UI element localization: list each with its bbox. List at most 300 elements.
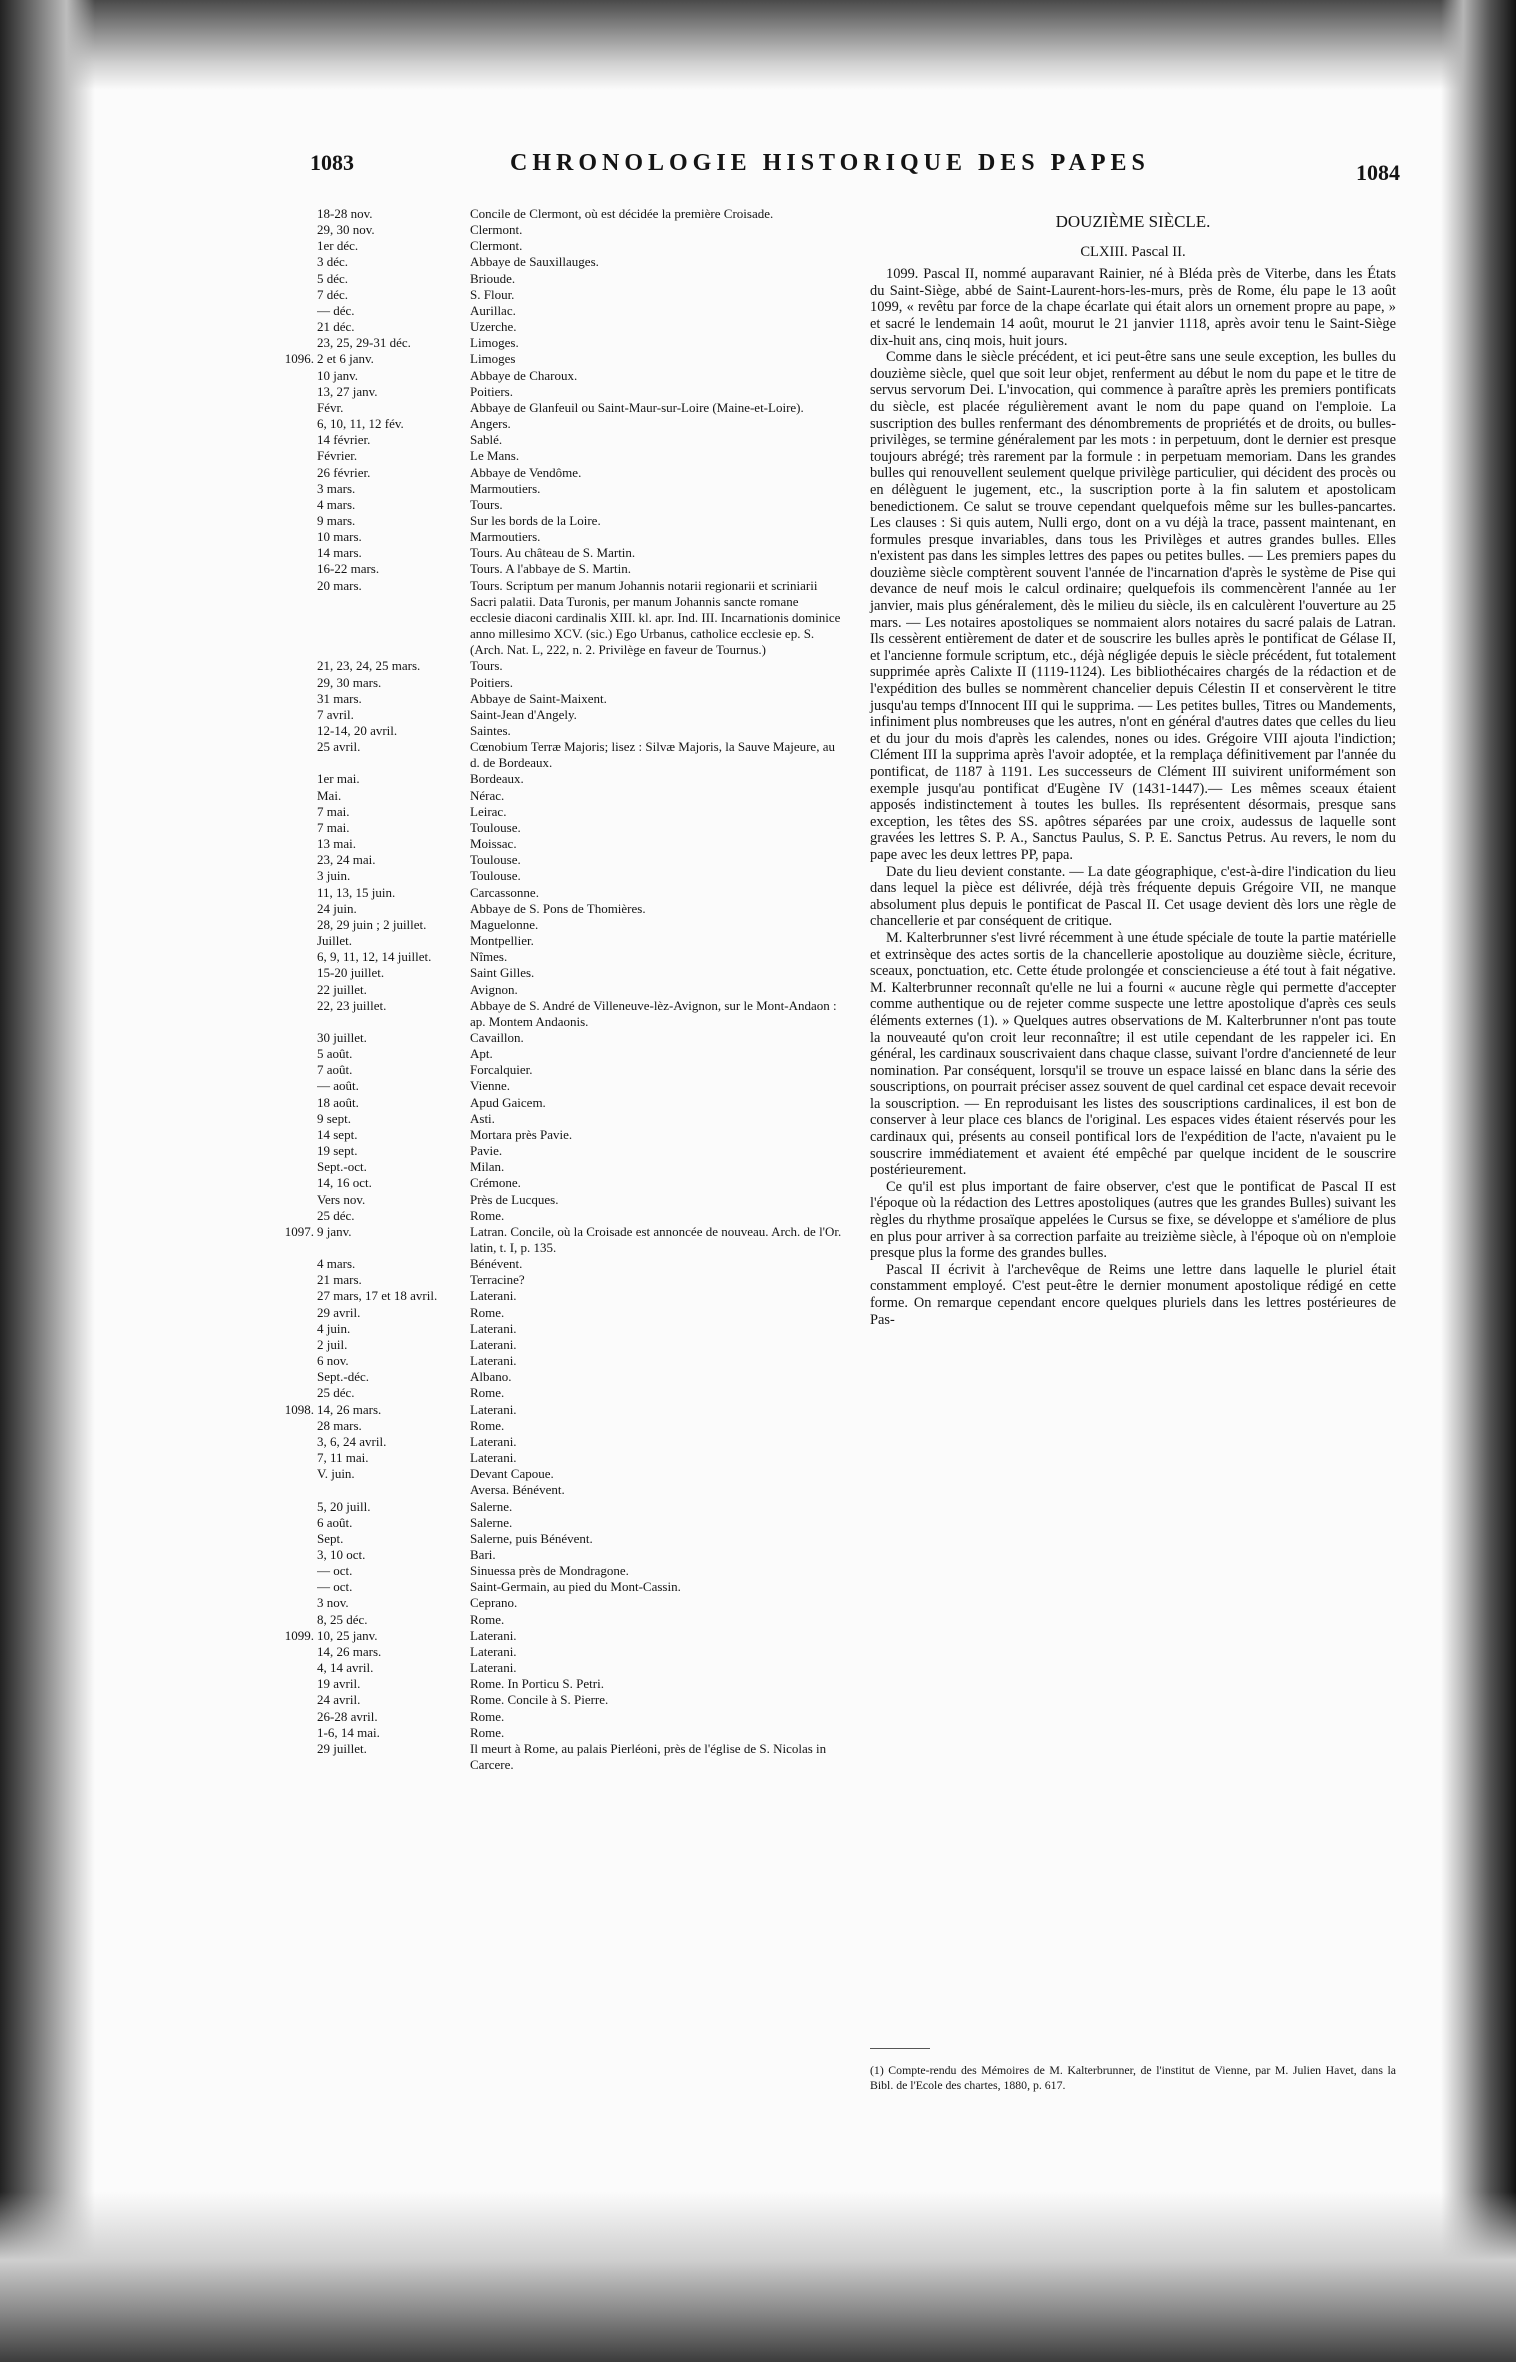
- itinerary-place: Salerne, puis Bénévent.: [470, 1530, 593, 1546]
- itinerary-row: [270, 238, 842, 254]
- itinerary-date: 1-6, 14 mai.: [317, 1724, 380, 1740]
- itinerary-date: 7 mai.: [317, 819, 350, 835]
- itinerary-place: Clermont.: [470, 238, 523, 254]
- itinerary-date: Février.: [317, 448, 358, 464]
- itinerary-row: [270, 901, 842, 917]
- itinerary-date: 4 juin.: [317, 1320, 351, 1336]
- itinerary-year: [270, 739, 317, 771]
- itinerary-place: Toulouse.: [470, 819, 521, 835]
- itinerary-place: Asti.: [470, 1110, 495, 1126]
- itinerary-place: Bénévent.: [470, 1256, 523, 1272]
- itinerary-place: Bordeaux.: [470, 771, 524, 787]
- itinerary-place: Laterani.: [470, 1643, 517, 1659]
- itinerary-row: [270, 1192, 842, 1208]
- itinerary-row: [270, 416, 842, 432]
- itinerary-place: Saint-Germain, au pied du Mont-Cassin.: [470, 1579, 681, 1595]
- itinerary-year: [270, 271, 317, 287]
- itinerary-place: Poitiers.: [470, 674, 513, 690]
- itinerary-place: Rome.: [470, 1385, 505, 1401]
- itinerary-row: [270, 206, 842, 222]
- itinerary-date: 1er mai.: [317, 771, 360, 787]
- scan-edge-left: [0, 0, 95, 2362]
- itinerary-year: [270, 287, 317, 303]
- itinerary-row: [270, 1337, 842, 1353]
- itinerary-place: Tours.: [470, 658, 503, 674]
- itinerary-date: — août.: [317, 1078, 359, 1094]
- itinerary-year: [270, 1579, 317, 1595]
- itinerary-row: [270, 1305, 842, 1321]
- itinerary-date: 3 mars.: [317, 480, 356, 496]
- itinerary-date: 3, 6, 24 avril.: [317, 1433, 387, 1449]
- itinerary-place: Aversa. Bénévent.: [470, 1482, 565, 1498]
- itinerary-year: [270, 1143, 317, 1159]
- itinerary-row: [270, 933, 842, 949]
- itinerary-year: [270, 1563, 317, 1579]
- itinerary-year: [270, 1644, 317, 1660]
- right-column: [870, 214, 1396, 1328]
- itinerary-year: [270, 1288, 317, 1304]
- itinerary-date: 26-28 avril.: [317, 1708, 378, 1724]
- itinerary-place: Laterani.: [470, 1450, 517, 1466]
- itinerary-date: — déc.: [317, 302, 355, 318]
- footnote: (1) Compte-rendu des Mémoires de M. Kalterbrunner, de l'institut de Vienne, par M. Julien Havet, dans la Bibl. de l'Ecole des chartes, 1880, p. 617.: [870, 2063, 1396, 2092]
- itinerary-row: [270, 852, 842, 868]
- itinerary-row: [270, 319, 842, 335]
- itinerary-date: Juillet.: [317, 933, 353, 949]
- itinerary-year: [270, 901, 317, 917]
- itinerary-place: Aurillac.: [470, 302, 516, 318]
- itinerary-place: Limoges: [470, 351, 516, 367]
- itinerary-year: [270, 529, 317, 545]
- itinerary-row: [270, 1515, 842, 1531]
- itinerary-year: [270, 1095, 317, 1111]
- itinerary-year: [270, 335, 317, 351]
- itinerary-row: [270, 1353, 842, 1369]
- itinerary-row: [270, 1288, 842, 1304]
- itinerary-row: [270, 287, 842, 303]
- itinerary-place: Près de Lucques.: [470, 1191, 559, 1207]
- itinerary-year: [270, 1159, 317, 1175]
- itinerary-place: Nérac.: [470, 787, 505, 803]
- itinerary-year: [270, 319, 317, 335]
- itinerary-year: [270, 707, 317, 723]
- itinerary-place: Tours. Au château de S. Martin.: [470, 545, 636, 561]
- itinerary-date: 23, 24 mai.: [317, 852, 376, 868]
- itinerary-place: Uzerche.: [470, 319, 517, 335]
- itinerary-row: [270, 1030, 842, 1046]
- itinerary-place: Albano.: [470, 1369, 512, 1385]
- itinerary-date: 9 janv.: [317, 1223, 352, 1239]
- itinerary-year: [270, 465, 317, 481]
- itinerary-place: Clermont.: [470, 222, 523, 238]
- itinerary-year: [270, 561, 317, 577]
- itinerary-year: [270, 1175, 317, 1191]
- paragraph: M. Kalterbrunner s'est livré récemment à une étude spéciale de toute la partie matérielle et extrinsèque des actes sortis de la chancellerie apostolique au douzième siècle, écriture, sceaux, ponctuation, etc. Cette étude prolongée et consciencieuse a été tout à fait négative. M. Kalterbrunner reconnaît qu'elle ne lui a fourni « aucune règle qui permette d'accepter comme authentique ou de rejeter comme suspecte une lettre apostolique d'après ces seuls éléments externes (1). » Quelques autres observations de M. Kalterbrunner n'ont pas toute la nouveauté qu'on croit leur reconnaître; il est utile cependant de les rappeler ici. En général, les cardinaux souscrivaient dans chaque classe, suivant l'ordre d'ancienneté de leur nomination. Par conséquent, lorsqu'il se trouve un espace laissé en blanc dans la série des souscriptions, on pourrait préciser assez souvent de quel cardinal cet espace devait recevoir la souscription. — En reproduisant les listes des souscriptions cardinalices, il est bon de conserver à leur place ces blancs de l'original. Les espaces vides étaient réservés pour les cardinaux qui, présents au conseil pontifical lors de l'expédition de l'acte, n'avaient pu le souscrire immédiatement et avaient été empêché par quelque incident de le souscrire postérieurement.: [870, 929, 1396, 1179]
- itinerary-date: Sept.-oct.: [317, 1159, 367, 1175]
- itinerary-place: Vienne.: [470, 1078, 511, 1094]
- itinerary-date: 20 mars.: [317, 577, 362, 593]
- itinerary-year: [270, 1692, 317, 1708]
- itinerary-row: [270, 271, 842, 287]
- itinerary-date: 4 mars.: [317, 496, 356, 512]
- itinerary-place: Abbaye de Saint-Maixent.: [470, 690, 607, 706]
- itinerary-year: [270, 1305, 317, 1321]
- itinerary-place: Mortara près Pavie.: [470, 1126, 573, 1142]
- itinerary-place: Sablé.: [470, 432, 503, 448]
- itinerary-year: [270, 432, 317, 448]
- itinerary-date: 21 déc.: [317, 319, 355, 335]
- itinerary-row: [270, 1595, 842, 1611]
- itinerary-row: [270, 788, 842, 804]
- itinerary-year: [270, 998, 317, 1030]
- century-heading: DOUZIÈME SIÈCLE.: [1055, 212, 1211, 231]
- itinerary-place: Laterani.: [470, 1433, 517, 1449]
- itinerary-row: [270, 836, 842, 852]
- itinerary-date: 21 mars.: [317, 1272, 362, 1288]
- itinerary-year: [270, 238, 317, 254]
- itinerary-year: 1097.: [284, 1223, 314, 1239]
- itinerary-row: [270, 658, 842, 674]
- itinerary-date: [317, 1482, 470, 1498]
- itinerary-place: Rome. In Porticu S. Petri.: [470, 1676, 604, 1692]
- itinerary-row: [270, 1563, 842, 1579]
- itinerary-date: 5 déc.: [317, 270, 349, 286]
- itinerary-year: [270, 965, 317, 981]
- itinerary-year: [270, 1466, 317, 1482]
- itinerary-date: 16-22 mars.: [317, 561, 380, 577]
- itinerary-date: — oct.: [317, 1579, 353, 1595]
- itinerary-year: [270, 416, 317, 432]
- itinerary-year: [270, 1078, 317, 1094]
- itinerary-year: 1099.: [284, 1627, 314, 1643]
- itinerary-place: Abbaye de Sauxillauges.: [470, 254, 599, 270]
- itinerary-date: Févr.: [317, 399, 344, 415]
- itinerary-date: 14 février.: [317, 432, 371, 448]
- itinerary-date: 3, 10 oct.: [317, 1546, 366, 1562]
- itinerary-row: [270, 949, 842, 965]
- itinerary-date: V. juin.: [317, 1466, 355, 1482]
- itinerary-place: Rome.: [470, 1304, 505, 1320]
- itinerary-date: 29, 30 mars.: [317, 674, 382, 690]
- itinerary-year: [270, 852, 317, 868]
- itinerary-row: [270, 561, 842, 577]
- itinerary-row: [270, 465, 842, 481]
- itinerary-date: 22, 23 juillet.: [317, 997, 387, 1013]
- itinerary-year: 1096.: [284, 351, 314, 367]
- itinerary-place: Milan.: [470, 1159, 505, 1175]
- itinerary-row: [270, 1466, 842, 1482]
- itinerary-date: 15-20 juillet.: [317, 965, 385, 981]
- itinerary-place: Saintes.: [470, 723, 511, 738]
- itinerary-row: [270, 1369, 842, 1385]
- itinerary-place: Abbaye de S. André de Villeneuve-lèz-Avignon, sur le Mont-Andaon : ap. Montem Andaonis.: [470, 997, 837, 1029]
- itinerary-date: Sept.-déc.: [317, 1369, 369, 1385]
- itinerary-row: [270, 497, 842, 513]
- itinerary-place: Sur les bords de la Loire.: [470, 512, 601, 528]
- itinerary-row: [270, 1046, 842, 1062]
- itinerary-place: Maguelonne.: [470, 916, 539, 932]
- itinerary-year: [270, 222, 317, 238]
- itinerary-place: Marmoutiers.: [470, 480, 541, 496]
- itinerary-year: [270, 1192, 317, 1208]
- itinerary-place: Concile de Clermont, où est décidée la première Croisade.: [470, 206, 774, 221]
- itinerary-year: [270, 578, 317, 659]
- paragraph: Date du lieu devient constante. — La date géographique, c'est-à-dire l'indication du lieu dans lequel la pièce est délivrée, déjà très fréquente depuis Grégoire VII, ne manque absolument plus depuis le pontificat de Pascal II. Cet usage devient dès lors une règle de chancellerie et par conséquent de critique.: [870, 863, 1396, 930]
- itinerary-row: [270, 303, 842, 319]
- itinerary-date: 25 avril.: [317, 739, 361, 755]
- itinerary-year: [270, 481, 317, 497]
- itinerary-year: 1098.: [284, 1401, 314, 1417]
- itinerary-date: 1er déc.: [317, 238, 359, 254]
- itinerary-year: [270, 1547, 317, 1563]
- itinerary-date: 7 déc.: [317, 286, 349, 302]
- itinerary-row: [270, 1579, 842, 1595]
- itinerary-place: Rome.: [470, 1611, 505, 1627]
- itinerary-place: Rome.: [470, 1708, 505, 1724]
- itinerary-place: Marmoutiers.: [470, 529, 541, 545]
- itinerary-row: [270, 1256, 842, 1272]
- itinerary-date: 22 juillet.: [317, 981, 367, 997]
- itinerary-date: 6 nov.: [317, 1353, 349, 1369]
- itinerary-year: [270, 303, 317, 319]
- paragraph: Ce qu'il est plus important de faire observer, c'est que le pontificat de Pascal II est l'époque où la rédaction des Lettres apostoliques (autres que les grandes Bulles) suivant les règles du rhythme prosaïque appelées le Cursus se fixe, se développe et s'améliore de plus en plus pour arriver à sa correction parfaite au treizième siècle, à l'époque où on n'emploie presque plus la forme des grandes bulles.: [870, 1178, 1396, 1262]
- itinerary-year: [270, 1676, 317, 1692]
- itinerary-date: — oct.: [317, 1563, 353, 1579]
- itinerary-date: 6, 9, 11, 12, 14 juillet.: [317, 949, 432, 965]
- itinerary-row: [270, 1272, 842, 1288]
- itinerary-row: [270, 1644, 842, 1660]
- itinerary-row: [270, 513, 842, 529]
- itinerary-row: [270, 254, 842, 270]
- itinerary-place: Crémone.: [470, 1175, 521, 1191]
- itinerary-year: [270, 1660, 317, 1676]
- scan-edge-right: [1441, 0, 1516, 2362]
- itinerary-row: [270, 368, 842, 384]
- itinerary-year: [270, 885, 317, 901]
- itinerary-place: Poitiers.: [470, 383, 513, 399]
- itinerary-place: Cavaillon.: [470, 1029, 524, 1045]
- itinerary-row: [270, 739, 842, 771]
- itinerary-date: 2 juil.: [317, 1336, 348, 1352]
- itinerary-place: Laterani.: [470, 1336, 517, 1352]
- itinerary-row: [270, 1143, 842, 1159]
- itinerary-date: 9 mars.: [317, 512, 356, 528]
- itinerary-row: [270, 1224, 842, 1256]
- itinerary-row: [270, 1208, 842, 1224]
- itinerary-year: [270, 400, 317, 416]
- itinerary-date: Vers nov.: [317, 1191, 366, 1207]
- itinerary-row: [270, 1159, 842, 1175]
- itinerary-date: 4 mars.: [317, 1256, 356, 1272]
- itinerary-row: [270, 1612, 842, 1628]
- itinerary-place: Rome. Concile à S. Pierre.: [470, 1692, 609, 1708]
- itinerary-year: [270, 675, 317, 691]
- itinerary-year: [270, 836, 317, 852]
- itinerary-date: 26 février.: [317, 464, 371, 480]
- itinerary-row: [270, 675, 842, 691]
- itinerary-place: Tours. A l'abbaye de S. Martin.: [470, 561, 632, 577]
- itinerary-row: [270, 448, 842, 464]
- itinerary-year: [270, 723, 317, 739]
- itinerary-year: [270, 1337, 317, 1353]
- itinerary-place: Nîmes.: [470, 949, 508, 965]
- paragraph: Pascal II écrivit à l'archevêque de Reims une lettre dans laquelle le pluriel était constamment employé. C'est peut-être le dernier monument apostolique rédigé en cette forme. On remarque cependant encore quelques pluriels dans les lettres postérieures de Pas-: [870, 1261, 1396, 1328]
- itinerary-year: [270, 1385, 317, 1401]
- itinerary-row: [270, 400, 842, 416]
- itinerary-year: [270, 1321, 317, 1337]
- itinerary-row: [270, 1434, 842, 1450]
- itinerary-row: [270, 804, 842, 820]
- itinerary-row: [270, 578, 842, 659]
- itinerary-date: Sept.: [317, 1530, 344, 1546]
- itinerary-date: 14, 16 oct.: [317, 1175, 372, 1191]
- itinerary-place: Laterani.: [470, 1320, 517, 1336]
- itinerary-place: Leirac.: [470, 803, 507, 819]
- itinerary-place: Abbaye de Vendôme.: [470, 464, 582, 480]
- itinerary-year: [270, 1595, 317, 1611]
- itinerary-date: 25 déc.: [317, 1385, 355, 1401]
- itinerary-date: 8, 25 déc.: [317, 1611, 368, 1627]
- itinerary-year: [270, 1208, 317, 1224]
- itinerary-date: 25 déc.: [317, 1207, 355, 1223]
- itinerary-year: [270, 206, 317, 222]
- itinerary-year: [270, 982, 317, 998]
- itinerary-place: Carcassonne.: [470, 884, 539, 900]
- itinerary-date: 21, 23, 24, 25 mars.: [317, 658, 421, 674]
- itinerary-date: 13, 27 janv.: [317, 383, 378, 399]
- itinerary-date: 3 déc.: [317, 254, 349, 270]
- itinerary-row: [270, 384, 842, 400]
- itinerary-year: [270, 545, 317, 561]
- itinerary-row: [270, 1111, 842, 1127]
- itinerary-date: 5, 20 juill.: [317, 1498, 371, 1514]
- itinerary-year: [270, 448, 317, 464]
- itinerary-place: Laterani.: [470, 1353, 517, 1369]
- itinerary-year: [270, 804, 317, 820]
- itinerary-place: Salerne.: [470, 1514, 513, 1530]
- itinerary-row: [270, 965, 842, 981]
- itinerary-row: [270, 1499, 842, 1515]
- itinerary-year: [270, 949, 317, 965]
- itinerary-place: Brioude.: [470, 270, 516, 286]
- itinerary-date: 30 juillet.: [317, 1029, 367, 1045]
- itinerary-place: Terracine?: [470, 1272, 525, 1288]
- itinerary-date: 28, 29 juin ; 2 juillet.: [317, 916, 427, 932]
- itinerary-date: 14 sept.: [317, 1126, 358, 1142]
- itinerary-place: Le Mans.: [470, 448, 520, 464]
- itinerary-row: [270, 1385, 842, 1401]
- page-number-left: 1083: [310, 150, 354, 175]
- itinerary-date: 19 avril.: [317, 1676, 361, 1692]
- itinerary-date: 19 sept.: [317, 1143, 358, 1159]
- itinerary-year: [270, 1127, 317, 1143]
- itinerary-place: Forcalquier.: [470, 1062, 533, 1078]
- itinerary-place: Rome.: [470, 1417, 505, 1433]
- itinerary-row: [270, 1709, 842, 1725]
- itinerary-date: 11, 13, 15 juin.: [317, 884, 396, 900]
- itinerary-place: Laterani.: [470, 1288, 517, 1304]
- itinerary-date: 12-14, 20 avril.: [317, 723, 398, 738]
- itinerary-date: 7 août.: [317, 1062, 353, 1078]
- itinerary-place: Tours.: [470, 496, 503, 512]
- itinerary-date: 3 nov.: [317, 1595, 349, 1611]
- itinerary-row: [270, 868, 842, 884]
- itinerary-row: [270, 1175, 842, 1191]
- itinerary-date: 14, 26 mars.: [317, 1643, 382, 1659]
- itinerary-list: [270, 206, 842, 1773]
- itinerary-place: Abbaye de Charoux.: [470, 367, 578, 383]
- itinerary-date: Mai.: [317, 787, 342, 803]
- itinerary-row: [270, 1482, 842, 1498]
- itinerary-date: 27 mars, 17 et 18 avril.: [317, 1288, 438, 1304]
- itinerary-place: Abbaye de Glanfeuil ou Saint-Maur-sur-Loire (Maine-et-Loire).: [470, 399, 804, 415]
- itinerary-date: 13 mai.: [317, 836, 356, 852]
- itinerary-date: 3 juin.: [317, 868, 351, 884]
- itinerary-year: [270, 1111, 317, 1127]
- itinerary-place: Saint-Jean d'Angely.: [470, 706, 577, 722]
- itinerary-place: Laterani.: [470, 1401, 517, 1417]
- itinerary-place: Angers.: [470, 416, 511, 432]
- itinerary-row: [270, 1062, 842, 1078]
- itinerary-date: 6 août.: [317, 1514, 353, 1530]
- itinerary-row: [270, 1531, 842, 1547]
- itinerary-row: [270, 351, 842, 367]
- itinerary-place: Latran. Concile, où la Croisade est annoncée de nouveau. Arch. de l'Or. latin, t. I, p. 135.: [470, 1223, 842, 1255]
- itinerary-year: [270, 691, 317, 707]
- footnote-rule: [870, 2048, 930, 2049]
- itinerary-row: [270, 335, 842, 351]
- itinerary-year: [270, 788, 317, 804]
- itinerary-place: Pavie.: [470, 1143, 503, 1159]
- itinerary-row: [270, 1095, 842, 1111]
- itinerary-date: 5 août.: [317, 1046, 353, 1062]
- itinerary-row: [270, 432, 842, 448]
- itinerary-date: 18 août.: [317, 1094, 359, 1110]
- itinerary-year: [270, 1418, 317, 1434]
- itinerary-date: 9 sept.: [317, 1110, 351, 1126]
- itinerary-row: [270, 820, 842, 836]
- itinerary-date: 28 mars.: [317, 1417, 362, 1433]
- itinerary-date: 10, 25 janv.: [317, 1627, 378, 1643]
- itinerary-date: 29 avril.: [317, 1304, 361, 1320]
- itinerary-place: Montpellier.: [470, 933, 534, 949]
- itinerary-place: Toulouse.: [470, 868, 521, 884]
- itinerary-year: [270, 1272, 317, 1288]
- itinerary-place: Tours. Scriptum per manum Johannis notarii regionarii et scriniarii Sacri palatii. Data Turonis, per manum Johannis sancte romane ecclesie diaconi cardinalis XIII. kl. apr. Ind. III. Incarnationis dominice anno millesimo XCV. (sic.) Ego Urbanus, catholice ecclesie ep. S. (Arch. Nat. L, 222, n. 2. Privilège en faveur de Tournus.): [470, 577, 841, 658]
- itinerary-row: [270, 723, 842, 739]
- itinerary-year: [270, 658, 317, 674]
- itinerary-row: [270, 1078, 842, 1094]
- itinerary-date: 14, 26 mars.: [317, 1401, 382, 1417]
- itinerary-year: [270, 1353, 317, 1369]
- itinerary-year: [270, 1450, 317, 1466]
- itinerary-row: [270, 1547, 842, 1563]
- itinerary-year: [270, 917, 317, 933]
- itinerary-row: [270, 1628, 842, 1644]
- itinerary-place: Devant Capoue.: [470, 1466, 554, 1482]
- itinerary-place: Sinuessa près de Mondragone.: [470, 1563, 629, 1579]
- itinerary-year: [270, 1499, 317, 1515]
- itinerary-year: [270, 513, 317, 529]
- itinerary-date: 10 mars.: [317, 529, 362, 545]
- itinerary-year: [270, 820, 317, 836]
- itinerary-year: [270, 1515, 317, 1531]
- itinerary-date: 24 juin.: [317, 900, 357, 916]
- running-title: CHRONOLOGIE HISTORIQUE DES PAPES: [510, 150, 1150, 176]
- itinerary-place: Ceprano.: [470, 1595, 518, 1611]
- itinerary-year: [270, 1046, 317, 1062]
- itinerary-row: [270, 1402, 842, 1418]
